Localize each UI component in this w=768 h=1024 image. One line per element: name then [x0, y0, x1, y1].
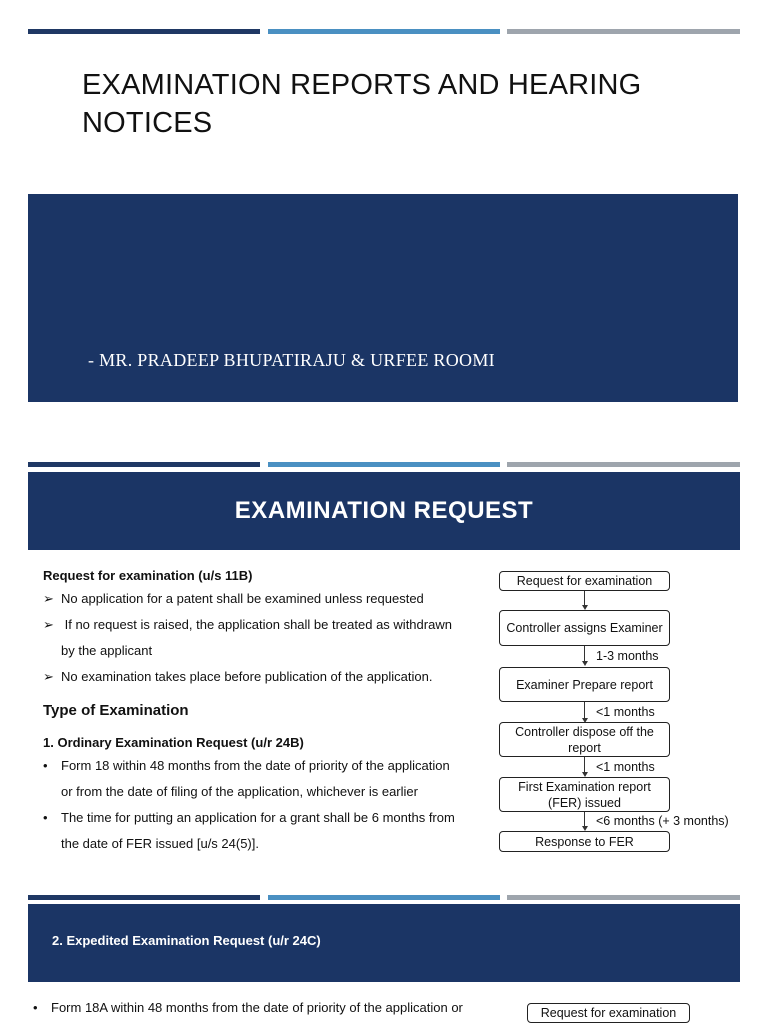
bullet-text: If no request is raised, the application shall be treated as withdrawn	[61, 617, 452, 632]
accent-bar-gray	[507, 29, 740, 34]
ordinary-heading: 1. Ordinary Examination Request (u/r 24B)	[43, 735, 304, 750]
arrow-bullet-icon: ➢	[43, 669, 54, 684]
slide1-title	[82, 66, 722, 142]
flow-interval: <1 months	[596, 705, 655, 719]
dot-bullet-icon: •	[43, 810, 48, 825]
list-item-text: Form 18 within 48 months from the date of priority of the application	[61, 758, 450, 773]
accent-bar-dark	[28, 895, 260, 900]
arrow-down-icon	[582, 661, 588, 666]
bullet-item	[43, 591, 424, 607]
slide2-banner	[28, 472, 740, 550]
list-item	[43, 810, 455, 825]
bullet-text: No examination takes place before publication of the application.	[61, 669, 433, 684]
arrow-bullet-icon: ➢	[43, 591, 54, 606]
flow-connector	[584, 812, 585, 827]
flow-box-assign: Controller assigns Examiner	[499, 610, 670, 646]
slide1-title-line2: NOTICES	[82, 107, 213, 139]
bullet-item	[43, 617, 452, 633]
dot-bullet-icon: •	[33, 1000, 38, 1015]
slide2-banner-title: EXAMINATION REQUEST	[234, 497, 534, 524]
flow-connector	[584, 591, 585, 606]
flow-box-request: Request for examination	[527, 1003, 690, 1023]
arrow-bullet-icon: ➢	[43, 617, 54, 632]
accent-bar-blue	[268, 462, 500, 467]
accent-bar-blue	[268, 29, 500, 34]
flow-connector	[584, 702, 585, 719]
bullet-continuation: by the applicant	[61, 643, 153, 658]
flow-interval: <1 months	[596, 760, 655, 774]
type-heading: Type of Examination	[43, 702, 189, 719]
flow-interval: 1-3 months	[596, 649, 659, 663]
flow-box-response: Response to FER	[499, 831, 670, 852]
slide3-banner-title: 2. Expedited Examination Request (u/r 24C)	[52, 933, 321, 948]
accent-bar-gray	[507, 462, 740, 467]
slide1-title-line1: EXAMINATION REPORTS AND HEARING	[82, 69, 642, 101]
dot-bullet-icon: •	[43, 758, 48, 773]
bullet-item	[43, 669, 432, 685]
bullet-text: No application for a patent shall be examined unless requested	[61, 591, 424, 606]
title-hero-panel	[28, 194, 738, 402]
list-item-text: Form 18A within 48 months from the date of priority of the application or	[51, 1000, 463, 1015]
flow-box-fer: First Examination report (FER) issued	[499, 777, 670, 812]
list-item	[43, 758, 450, 773]
slide3-banner	[28, 904, 740, 982]
request-heading: Request for examination (u/s 11B)	[43, 568, 253, 583]
accent-bar-dark	[28, 462, 260, 467]
list-item-text: The time for putting an application for a grant shall be 6 months from	[61, 810, 455, 825]
flow-box-prepare: Examiner Prepare report	[499, 667, 670, 702]
accent-bar-gray	[507, 895, 740, 900]
authors-line: - MR. PRADEEP BHUPATIRAJU & URFEE ROOMI	[88, 350, 495, 370]
flow-connector	[584, 757, 585, 773]
accent-bar-dark	[28, 29, 260, 34]
accent-bar-blue	[268, 895, 500, 900]
list-continuation: the date of FER issued [u/s 24(5)].	[61, 836, 259, 851]
flow-interval: <6 months (+ 3 months)	[596, 814, 729, 828]
flow-box-dispose: Controller dispose off the report	[499, 722, 670, 757]
list-item	[33, 1000, 463, 1015]
flow-box-request: Request for examination	[499, 571, 670, 591]
list-continuation: or from the date of filing of the application, whichever is earlier	[61, 784, 418, 799]
flow-connector	[584, 646, 585, 662]
